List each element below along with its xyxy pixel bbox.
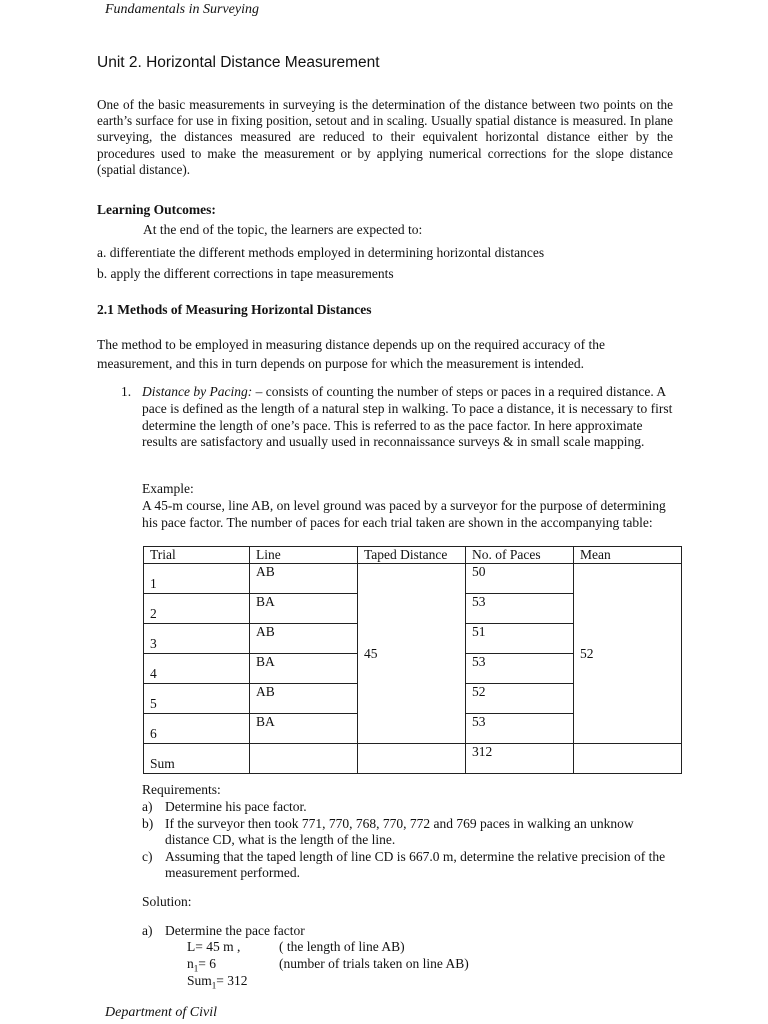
requirements-heading: Requirements: <box>142 782 221 797</box>
calc-sum <box>187 973 248 991</box>
table-header-row <box>144 547 682 564</box>
item-text: Assuming that the taped length of line CD is 667.0 m, determine the relative precision of the measurement performed. <box>165 848 666 880</box>
learning-outcome-a: a. differentiate the different methods employed in determining horizontal distances <box>97 245 545 260</box>
empty-cell <box>358 744 466 774</box>
header-trial: Trial <box>144 547 250 564</box>
list-item-number: 1. <box>121 384 132 399</box>
line-cell: AB <box>250 624 358 654</box>
line-cell: BA <box>250 714 358 744</box>
line-cell: AB <box>250 564 358 594</box>
header-taped-distance: Taped Distance <box>358 547 466 564</box>
pacing-table <box>143 546 682 774</box>
calc-note: ( the length of line AB) <box>279 939 405 954</box>
header-line: Line <box>250 547 358 564</box>
list-item-pacing <box>142 384 674 451</box>
taped-distance-cell: 45 <box>358 564 466 744</box>
trial-cell: 6 <box>144 714 250 744</box>
section-heading: 2.1 Methods of Measuring Horizontal Distances <box>97 302 372 317</box>
calc-left: $n_1= 6$ <box>187 956 216 974</box>
list-item <box>142 849 674 882</box>
calc-left: L= 45 m , <box>187 939 241 954</box>
item-title: Distance by Pacing: <box>142 384 253 399</box>
step-key: a) <box>142 923 153 938</box>
example-heading: Example: <box>142 481 194 496</box>
step-text: Determine the pace factor <box>165 923 305 938</box>
item-text: If the surveyor then took 771, 770, 768, 770, 772 and 769 paces in walking an unknow distance CD, what is the length of the line. <box>165 815 634 847</box>
paces-cell: 52 <box>466 684 574 714</box>
item-text: Determine his pace factor. <box>165 799 307 814</box>
paces-cell: 53 <box>466 714 574 744</box>
trial-cell: 4 <box>144 654 250 684</box>
calc-left: Sum$_1$= 312 <box>187 973 248 991</box>
example-text: A 45-m course, line AB, on level ground was paced by a surveyor for the purpose of determining his pace factor. The number of paces for each trial taken are shown in the accompanying table: <box>142 498 666 530</box>
solution-step-a <box>142 923 305 939</box>
calc-note: (number of trials taken on line AB) <box>279 956 469 971</box>
sum-value-cell: 312 <box>466 744 574 774</box>
table-row <box>144 564 682 594</box>
paces-cell: 51 <box>466 624 574 654</box>
mean-cell: 52 <box>574 564 682 744</box>
trial-cell: 2 <box>144 594 250 624</box>
item-key: a) <box>142 799 153 814</box>
sum-label-cell: Sum <box>144 744 250 774</box>
learning-outcomes-lead: At the end of the topic, the learners are expected to: <box>143 222 423 237</box>
solution-heading: Solution: <box>142 894 192 909</box>
header-mean: Mean <box>574 547 682 564</box>
line-cell: BA <box>250 654 358 684</box>
empty-cell <box>574 744 682 774</box>
learning-outcome-b: b. apply the different corrections in tape measurements <box>97 266 394 281</box>
running-footer: Department of Civil <box>105 1005 217 1020</box>
table-sum-row <box>144 744 682 774</box>
trial-cell: 5 <box>144 684 250 714</box>
running-header: Fundamentals in Surveying <box>105 2 259 17</box>
calc-line-length <box>187 939 405 955</box>
item-key: b) <box>142 815 154 831</box>
line-cell: BA <box>250 594 358 624</box>
paces-cell: 53 <box>466 594 574 624</box>
header-paces: No. of Paces <box>466 547 574 564</box>
item-key: c) <box>142 848 153 864</box>
calc-trials <box>187 956 469 974</box>
trial-cell: 1 <box>144 564 250 594</box>
section-paragraph: The method to be employed in measuring distance depends up on the required accuracy of the measurement, and this in turn depends on purpose for which the measurement is intended. <box>97 337 605 371</box>
intro-paragraph: One of the basic measurements in surveying is the determination of the distance between two points on the earth’s surface for use in fixing position, setout and in scaling. Usually spatial distance is measured. In plane surveying, the distances measured are reduced to their equivalent horizontal distance either by the procedures used to make the measurement or by applying numerical corrections for the slope distance (spatial distance). <box>97 97 673 177</box>
paces-cell: 50 <box>466 564 574 594</box>
learning-outcomes-heading: Learning Outcomes: <box>97 202 216 217</box>
trial-cell: 3 <box>144 624 250 654</box>
list-item <box>142 799 674 816</box>
item-text: – consists of counting the number of steps or paces in a required distance. A pace is defined as the length of a natural step in walking. To pace a distance, it is necessary to first determine the length of one’s pace. This is referred to as the pace factor. In here approximate results are satisfactory and usually used in reconnaissance surveys & in small scale mapping. <box>142 384 673 450</box>
requirements-list <box>142 799 674 882</box>
paces-cell: 53 <box>466 654 574 684</box>
list-item <box>142 816 674 849</box>
line-cell: AB <box>250 684 358 714</box>
empty-cell <box>250 744 358 774</box>
unit-title: Unit 2. Horizontal Distance Measurement <box>97 54 380 71</box>
